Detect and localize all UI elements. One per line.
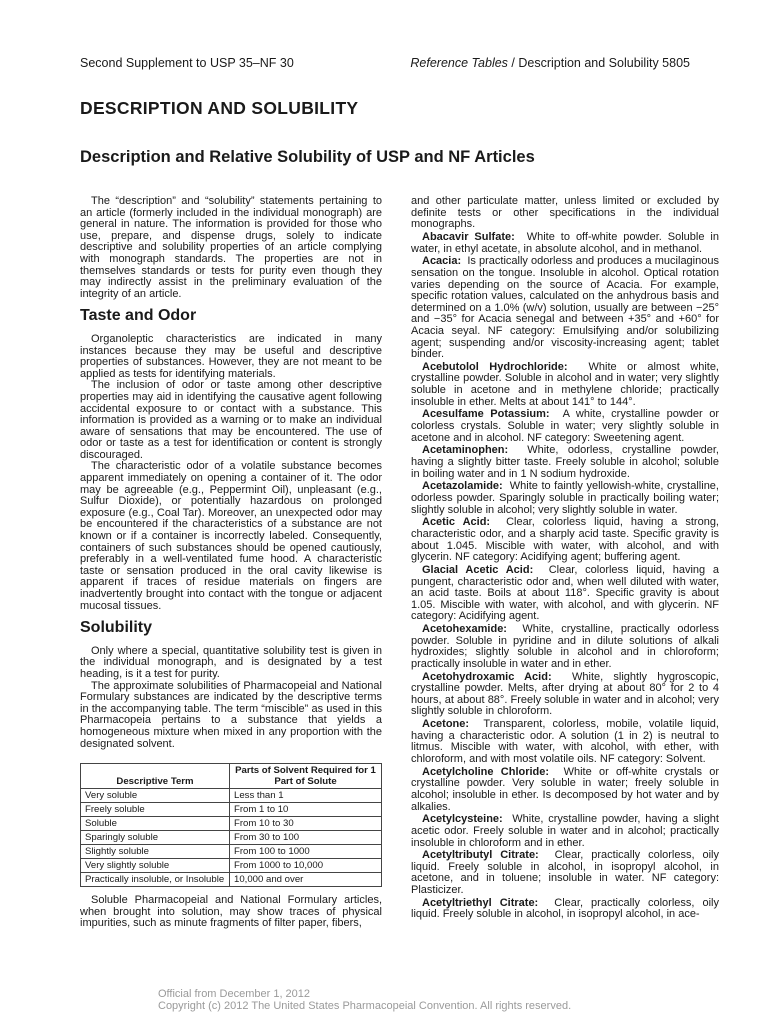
table-cell-parts: From 10 to 30 [230,817,382,831]
solubility-paragraph-1: Only where a special, quantitative solubility test is given in the individual monograph, and is designated by a test heading, is it a test for purity. [80,644,382,680]
monograph-description: A white, crystalline powder or colorless crystals. Soluble in water; very slightly soluble in acetone and in alcohol. NF category: Sweetening agent. [411,408,719,444]
monograph-term: Acetohexamide: [422,623,507,636]
monograph-description: White, crystalline, practically odorless powder. Soluble in pyridine and in dilute solutions of alkali hydroxides; slightly soluble in alcohol and in chloroform; practically insoluble in water and in ether. [411,623,719,670]
table-cell-parts: From 1000 to 10,000 [230,859,382,873]
monograph-term: Acetyltriethyl Citrate: [422,896,539,909]
taste-paragraph-2: The inclusion of odor or taste among other descriptive properties may aid in identifying the causative agent following accidental exposure to or contact with a substance. This information is provided as a warning or to make an individual aware of sensations that may be encountered. The use of odor or taste as a test for identification or content is strongly discouraged. [80,379,382,461]
monograph-entry [411,814,719,849]
table-cell-term: Practically insoluble, or Insoluble [81,873,230,887]
monograph-term: Acetyltributyl Citrate: [422,849,539,862]
monograph-term: Acetaminophen: [422,444,509,457]
monograph-entries [411,232,719,921]
footer-official-line: Official from December 1, 2012 [158,988,311,1000]
left-column [80,196,382,930]
monograph-entry [411,481,719,516]
table-cell-parts: From 100 to 1000 [230,845,382,859]
right-column [411,196,719,921]
monograph-description: White, crystalline powder, having a slight acetic odor. Freely soluble in water and in alcohol; practically insoluble in chloroform and in ether. [411,813,719,849]
monograph-term: Acetohydroxamic Acid: [422,670,552,683]
monograph-entry [411,409,719,444]
table-row [81,789,382,803]
table-row [81,817,382,831]
monograph-term: Acacia: [422,255,462,268]
monograph-entry [411,256,719,360]
monograph-description: Is practically odorless and produces a mucilaginous sensation on the tongue. Insoluble in alcohol. Optical rotation varies depending on the source of Acacia. For example, specific rotation values, calculated on the anhydrous basis and determined on a 1.0% (w/v) solution, usually are between −25° and −35° for Acacia senegal and between +35° and +60° for Acacia seyal. NF category: Emulsifying and/or solubilizing agent; suspending and/or viscosity-increasing agent; tablet binder. [411,255,719,361]
header-right-rest: / Description and Solubility 5805 [507,56,690,70]
monograph-description: White or off-white crystals or crystalline powder. Very soluble in water; freely soluble in alcohol; insoluble in ether. Is decomposed by hot water and by alkalies. [411,765,719,813]
table-cell-term: Freely soluble [81,803,230,817]
table-row [81,873,382,887]
monograph-term: Abacavir Sulfate: [422,230,515,243]
monograph-entry [411,850,719,896]
monograph-description: Clear, practically colorless, oily liquid. Freely soluble in alcohol, in isopropyl alcohol, in ace- [411,896,719,921]
monograph-entry [411,767,719,813]
table-cell-parts: From 1 to 10 [230,803,382,817]
header-right [410,56,690,70]
monograph-entry [411,362,719,408]
monograph-description: White, odorless, crystalline powder, having a slightly bitter taste. Freely soluble in alcohol; soluble in boiling water and in 1 N sodium hydroxide. [411,444,719,480]
monograph-description: White, slightly hygroscopic, crystalline powder. Melts, after drying at about 80° for 2 to 4 hours, at about 88°. Freely soluble in water and in alcohol; very slightly soluble in chloroform. [411,670,719,718]
table-row [81,831,382,845]
table-cell-term: Soluble [81,817,230,831]
table-row [81,859,382,873]
intro-paragraph: The “description” and “solubility” statements pertaining to an article (formerly included in the individual monograph) are general in nature. The information is provided for those who use, prepare, and dispense drugs, solely to indicate descriptive and solubility properties of an article complying with monograph standards. The properties are not in themselves standards or tests for purity even though they may indirectly assist in the preliminary evaluation of the integrity of an article. [80,195,382,300]
solubility-heading: Solubility [80,619,152,637]
monograph-entry [411,672,719,718]
table-row [81,803,382,817]
page-title: DESCRIPTION AND SOLUBILITY [80,98,359,118]
monograph-description: White to off-white powder. Soluble in water, in ethyl acetate, in absolute alcohol, and in methanol. [411,230,719,255]
monograph-term: Acetylcysteine: [422,813,503,826]
monograph-term: Acesulfame Potassium: [422,408,550,421]
solubility-paragraph-2: The approximate solubilities of Pharmacopeial and National Formulary substances are indicated by the descriptive terms in the accompanying table. The term “miscible” as used in this Pharmacopeia pertains to a substance that yields a homogeneous mixture when mixed in any proportion with the designated solvent. [80,679,382,750]
table-cell-term: Slightly soluble [81,845,230,859]
page-subtitle: Description and Relative Solubility of USP and NF Articles [80,148,535,166]
table-header-parts: Parts of Solvent Required for 1 Part of Solute [230,764,382,789]
monograph-term: Acetylcholine Chloride: [422,765,550,778]
table-cell-parts: 10,000 and over [230,873,382,887]
monograph-entry [411,565,719,623]
solubility-table [80,763,382,887]
table-cell-parts: From 30 to 100 [230,831,382,845]
monograph-description: Transparent, colorless, mobile, volatile liquid, having a characteristic odor. A solution (1 in 2) is neutral to litmus. Miscible with water, with alcohol, with ether, with chloroform, and with most volatile oils. NF category: Solvent. [411,718,719,765]
continuation-paragraph: and other particulate matter, unless limited or excluded by definite tests or other specifications in the individual monographs. [411,195,719,231]
solubility-paragraph-3: Soluble Pharmacopeial and National Formulary articles, when brought into solution, may show traces of physical impurities, such as minute fragments of filter paper, fibers, [80,894,382,930]
copyright-footer [158,988,571,1012]
table-row [81,845,382,859]
monograph-term: Acetone: [422,718,470,731]
monograph-entry [411,719,719,765]
header-left: Second Supplement to USP 35–NF 30 [80,56,294,70]
monograph-term: Glacial Acetic Acid: [422,563,534,576]
monograph-term: Acetazolamide: [422,480,503,493]
monograph-entry [411,517,719,563]
monograph-entry [411,898,719,921]
monograph-term: Acebutolol Hydrochloride: [422,360,568,373]
table-cell-term: Sparingly soluble [81,831,230,845]
monograph-entry [411,232,719,255]
header-right-italic: Reference Tables [410,56,508,70]
monograph-entry [411,624,719,670]
taste-paragraph-1: Organoleptic characteristics are indicated in many instances because they may be useful and descriptive properties of substances. However, they are not meant to be applied as tests for identifying materials. [80,332,382,380]
table-cell-term: Very soluble [81,789,230,803]
table-cell-parts: Less than 1 [230,789,382,803]
taste-paragraph-3: The characteristic odor of a volatile substance becomes apparent immediately on opening a container of it. The odor may be agreeable (e.g., Peppermint Oil), unpleasant (e.g., Sulfur Dioxide), or potentially hazardous on prolonged exposure (e.g., Coal Tar). Moreover, an unexpected odor may be encountered if the characteristics of a substance are not known or if a container is incorrectly labeled. Consequently, containers of such substances should be opened cautiously, preferably in a well-ventilated fume hood. A characteristic taste or sensation produced in the oral cavity likewise is apparent if traces of residue materials on fingers are inadvertently brought into contact with the tongue or adjacent mucosal tissues. [80,460,382,612]
table-cell-term: Very slightly soluble [81,859,230,873]
taste-and-odor-heading: Taste and Odor [80,307,197,325]
monograph-description: White or almost white, crystalline powder. Soluble in alcohol and in water; very slightly soluble in acetone and in methylene chloride; practically insoluble in ether. Melts at about 141° to 144°. [411,360,719,408]
monograph-entry [411,445,719,480]
monograph-description: Clear, practically colorless, oily liquid. Freely soluble in alcohol, in isopropyl alcohol, in acetone, and in toluene; insoluble in water. NF category: Plasticizer. [411,849,719,897]
monograph-term: Acetic Acid: [422,516,491,529]
table-header-row [81,764,382,789]
footer-copyright-line: Copyright (c) 2012 The United States Pharmacopeial Convention. All rights reserved. [158,1000,572,1012]
monograph-description: White to faintly yellowish-white, crystalline, odorless powder. Sparingly soluble in practically boiling water; slightly soluble in alcohol; very slightly soluble in water. [411,480,719,516]
monograph-description: Clear, colorless liquid, having a pungent, characteristic odor and, when well diluted with water, an acid taste. Boils at about 118°. Specific gravity is about 1.05. Miscible with water, with alcohol, and with glycerin. NF category: Acidifying agent. [411,563,719,623]
table-header-term: Descriptive Term [81,764,230,789]
monograph-description: Clear, colorless liquid, having a strong, characteristic odor, and a sharply acid taste. Specific gravity is about 1.045. Miscible with water, with alcohol, and with glycerin. NF category: Acidifying agent; buffering agent. [411,516,719,564]
